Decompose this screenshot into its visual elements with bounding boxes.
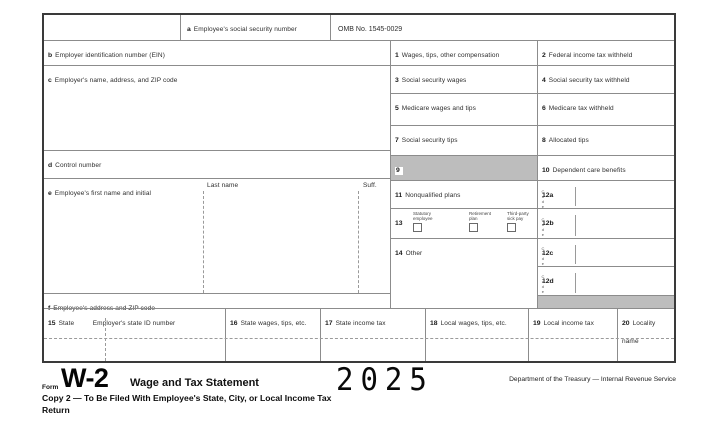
omb-number: OMB No. 1545-0029: [338, 26, 403, 33]
box-17-label: State income tax: [335, 320, 386, 327]
box-10-label: Dependent care benefits: [552, 167, 626, 174]
box-e-employee-name: [44, 178, 390, 293]
box-16-state-wages: [225, 308, 320, 361]
form-word: Form: [42, 384, 59, 391]
box-4-ss-tax: [537, 65, 674, 93]
box-11-label: Nonqualified plans: [405, 192, 461, 199]
box-1-wages: [390, 40, 537, 65]
box-18-number: 18: [430, 320, 438, 327]
box-8-label: Allocated tips: [548, 137, 589, 144]
third-party-sick-pay-checkbox[interactable]: [507, 223, 516, 232]
treasury-department-text: Department of the Treasury — Internal Revenue Service: [509, 376, 676, 383]
box-10-dependent-care: [537, 155, 674, 180]
box-12c-code-divider: [575, 245, 576, 264]
box-f-employee-address: [44, 293, 390, 312]
box-18-local-wages: [425, 308, 528, 361]
box-3-label: Social security wages: [401, 77, 467, 84]
statutory-employee-group: [413, 211, 457, 232]
box-12a-code-label: Code: [540, 189, 546, 209]
box-7-label: Social security tips: [401, 137, 458, 144]
box-16-label: State wages, tips, etc.: [240, 320, 307, 327]
box-5-number: 5: [395, 105, 399, 112]
box-12b: [537, 208, 674, 238]
box-8-allocated-tips: [537, 125, 674, 155]
statutory-employee-checkbox[interactable]: [413, 223, 422, 232]
form-title: Wage and Tax Statement: [130, 377, 259, 389]
statutory-label-line1: Statutory: [413, 211, 432, 216]
box-10-number: 10: [542, 167, 550, 174]
statutory-label-line2: employee: [413, 216, 433, 222]
box-a-ssn: [180, 15, 331, 40]
box-12d-number: 12d: [542, 278, 554, 285]
box-15-state-label: State: [58, 320, 75, 327]
box-17-state-income-tax: [320, 308, 425, 361]
box-8-number: 8: [542, 137, 546, 144]
box-11-number: 11: [395, 192, 403, 199]
box-12d: [537, 266, 674, 295]
box-e-last-name-label: Last name: [207, 182, 239, 189]
box-17-number: 17: [325, 320, 333, 327]
box-11-nonqualified-plans: [390, 180, 537, 208]
box-3-number: 3: [395, 77, 399, 84]
box-7-ss-tips: [390, 125, 537, 155]
box-e-name-divider: [203, 191, 204, 293]
form-number-w2: W-2: [61, 363, 109, 393]
box-12d-code-label: Code: [540, 274, 546, 294]
box-9-number: 9: [395, 167, 403, 175]
box-13-checkbox-group: [390, 208, 537, 238]
box-5-label: Medicare wages and tips: [401, 105, 476, 112]
box-12b-number: 12b: [542, 220, 554, 227]
box-b-ein: [44, 40, 390, 65]
state-column-divider: [105, 318, 106, 361]
box-2-label: Federal income tax withheld: [548, 52, 633, 59]
box-4-number: 4: [542, 77, 546, 84]
box-5-medicare-wages: [390, 93, 537, 125]
box-e-code: e: [48, 190, 52, 197]
box-d-label: Control number: [55, 162, 102, 169]
box-20-number: 20: [622, 320, 630, 327]
box-f-code: f: [48, 305, 51, 312]
box-13-number: 13: [395, 220, 403, 227]
box-e-suffix-divider: [358, 191, 359, 293]
box-12b-code-label: Code: [540, 217, 546, 237]
box-19-local-income-tax: [528, 308, 617, 361]
box-12c-code-label: Code: [540, 246, 546, 266]
box-2-number: 2: [542, 52, 546, 59]
box-19-label: Local income tax: [543, 320, 594, 327]
sickpay-label-line2: sick pay: [507, 216, 524, 222]
box-a-code: a: [187, 26, 191, 33]
retirement-label-line2: plan: [469, 216, 478, 222]
box-e-label: Employee's first name and initial: [54, 190, 152, 197]
retirement-label-line1: Retirement: [469, 211, 492, 216]
box-f-label: Employee's address and ZIP code: [53, 305, 156, 312]
box-12b-code-divider: [575, 215, 576, 236]
box-16-number: 16: [230, 320, 238, 327]
copy-2-instructions: Copy 2 — To Be Filed With Employee's State, City, or Local Income Tax Return: [42, 393, 332, 415]
box-a-label: Employee's social security number: [193, 26, 297, 33]
box-6-medicare-tax: [537, 93, 674, 125]
box-20-label: Locality name: [622, 320, 656, 345]
box-12c: [537, 238, 674, 266]
box-20-locality-name: [617, 308, 674, 361]
box-14-number: 14: [395, 250, 403, 257]
retirement-plan-checkbox[interactable]: [469, 223, 478, 232]
box-18-label: Local wages, tips, etc.: [440, 320, 507, 327]
box-7-number: 7: [395, 137, 399, 144]
state-row-second-line-divider: [44, 338, 674, 339]
tax-year: 2025: [336, 360, 434, 398]
box-12c-number: 12c: [542, 250, 554, 257]
box-15-ein-label: Employer's state ID number: [92, 320, 176, 327]
box-c-label: Employer's name, address, and ZIP code: [54, 77, 178, 84]
sickpay-label-line1: Third-party: [507, 211, 529, 216]
box-14-other: [390, 238, 537, 308]
box-4-label: Social security tax withheld: [548, 77, 630, 84]
box-14-label: Other: [405, 250, 423, 257]
box-1-label: Wages, tips, other compensation: [401, 52, 500, 59]
w2-form-body: [42, 13, 676, 363]
box-b-label: Employer identification number (EIN): [55, 52, 165, 59]
box-6-label: Medicare tax withheld: [548, 105, 614, 112]
box-c-employer-name: [44, 65, 390, 150]
box-9-shaded: [390, 155, 537, 180]
box-12a-code-divider: [575, 187, 576, 206]
box-3-ss-wages: [390, 65, 537, 93]
box-e-suffix-label: Suff.: [363, 182, 377, 189]
box-1-number: 1: [395, 52, 399, 59]
box-19-number: 19: [533, 320, 541, 327]
box-d-code: d: [48, 162, 53, 169]
box-15-number: 15: [48, 320, 56, 327]
box-12d-code-divider: [575, 273, 576, 293]
box-2-federal-tax: [537, 40, 674, 65]
box-15-state: [44, 308, 225, 361]
box-c-code: c: [48, 77, 52, 84]
box-6-number: 6: [542, 105, 546, 112]
box-12a-number: 12a: [542, 192, 554, 199]
box-12a: [537, 180, 674, 208]
shaded-strip-right: [537, 295, 674, 308]
box-b-code: b: [48, 52, 53, 59]
box-d-control-number: [44, 150, 390, 178]
